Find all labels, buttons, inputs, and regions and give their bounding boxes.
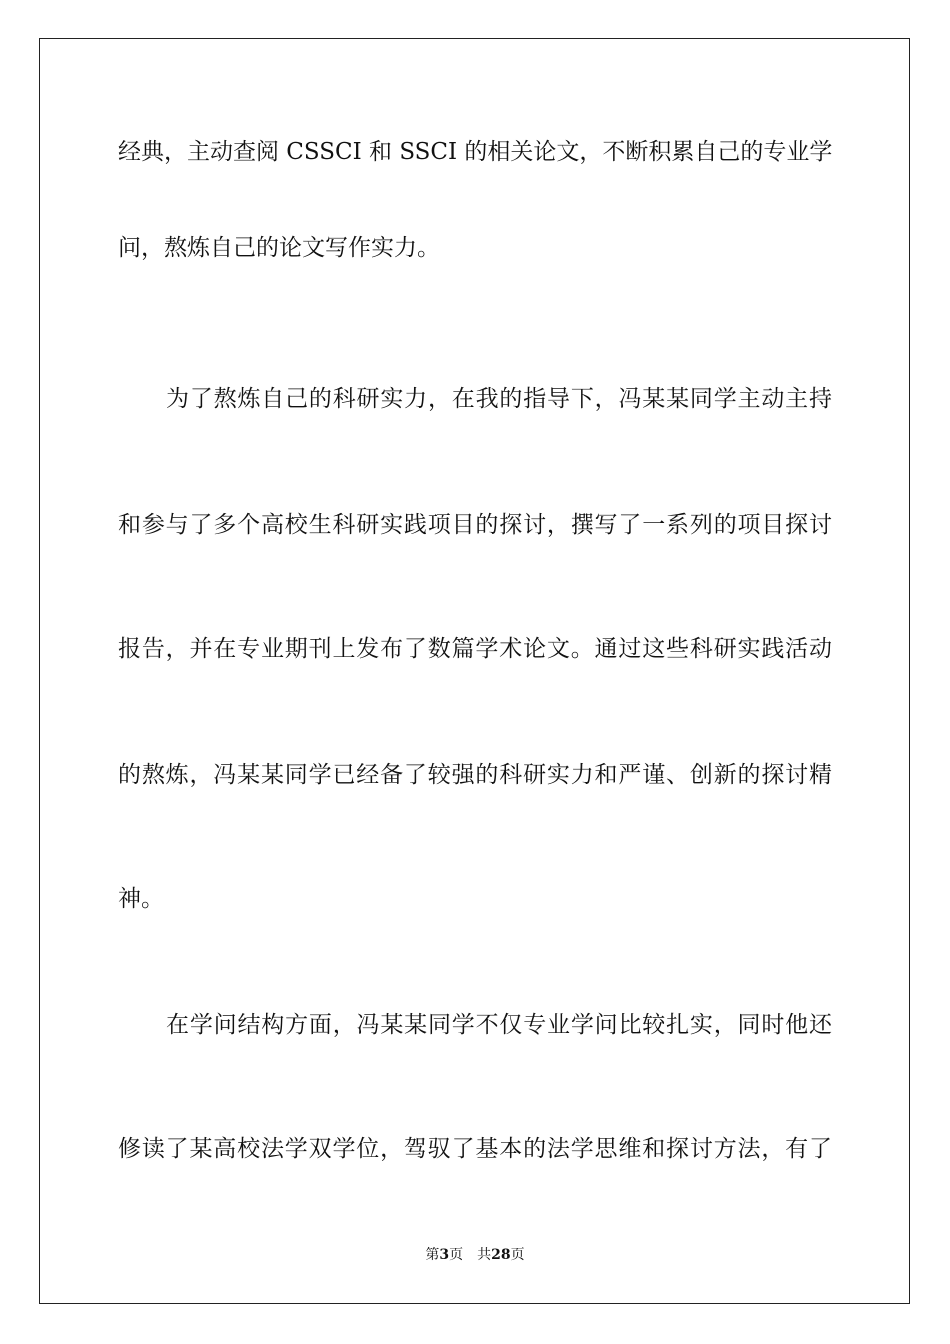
- page-border: [39, 38, 910, 1304]
- text-line-1: 经典，主动查阅 CSSCI 和 SSCI 的相关论文，不断积累自己的专业学: [118, 139, 832, 165]
- page-footer: [0, 1246, 950, 1264]
- total-suffix: 页: [510, 1247, 525, 1263]
- text-line-3: 为了熬炼自己的科研实力，在我的指导下，冯某某同学主动主持: [166, 386, 832, 412]
- text-line-5: 报告，并在专业期刊上发布了数篇学术论文。通过这些科研实践活动: [118, 636, 832, 662]
- text-line-2: 问，熬炼自己的论文写作实力。: [118, 235, 440, 261]
- total-pages: 28: [491, 1247, 511, 1263]
- text-line-6: 的熬炼，冯某某同学已经备了较强的科研实力和严谨、创新的探讨精: [118, 762, 832, 788]
- page-prefix: 第: [425, 1247, 440, 1263]
- text-line-9: 修读了某高校法学双学位，驾驭了基本的法学思维和探讨方法，有了: [118, 1136, 832, 1162]
- page-suffix: 页: [449, 1247, 464, 1263]
- total-prefix: 共: [477, 1247, 492, 1263]
- text-line-8: 在学问结构方面，冯某某同学不仅专业学问比较扎实，同时他还: [166, 1012, 832, 1038]
- text-line-4: 和参与了多个高校生科研实践项目的探讨，撰写了一系列的项目探讨: [118, 512, 832, 538]
- text-line-7: 神。: [118, 886, 164, 912]
- page-number: 3: [439, 1247, 450, 1263]
